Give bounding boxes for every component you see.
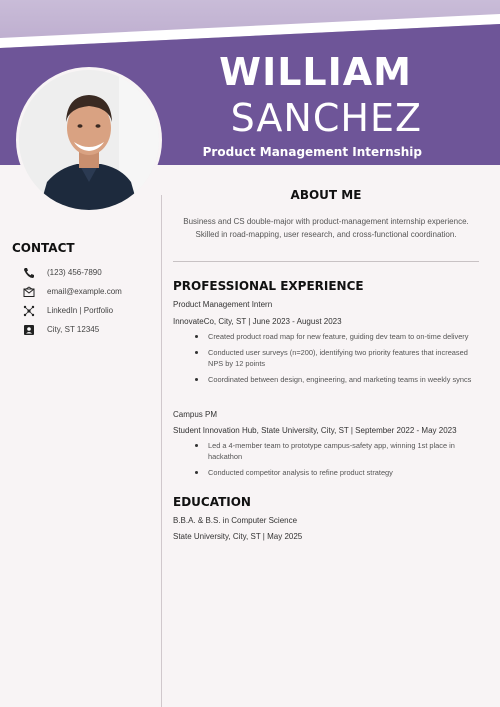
- phone-text[interactable]: (123) 456-7890: [47, 268, 102, 277]
- job-bullets: [173, 331, 479, 390]
- school: State University, City, ST | May 2025: [173, 532, 303, 541]
- profile-photo: [16, 67, 162, 213]
- job-bullets: [173, 440, 479, 483]
- email-text[interactable]: email@example.com: [47, 287, 122, 296]
- linkedin-text[interactable]: LinkedIn | Portfolio: [47, 306, 114, 315]
- location-text: City, ST 12345: [47, 325, 100, 334]
- column-divider: [161, 195, 162, 707]
- about-text: Business and CS double-major with product-management internship experience. Skilled in road-mapping, user research, and cross-functional coordination.: [183, 217, 469, 239]
- bullet-item: Conducted user surveys (n=200), identifying two priority features that increased NPS by 12 points: [173, 347, 479, 369]
- first-name: WILLIAM: [219, 50, 412, 94]
- bullet-item: Conducted competitor analysis to refine product strategy: [173, 467, 479, 478]
- contact-heading: CONTACT: [12, 241, 75, 255]
- job-title: Campus PM: [173, 410, 218, 419]
- phone-icon: [22, 266, 35, 279]
- linkedin-icon: [22, 304, 35, 317]
- job-org: Student Innovation Hub, State University, City, ST | September 2022 - May 2023: [173, 426, 457, 435]
- contact-location: [22, 320, 122, 339]
- location-icon: [22, 323, 35, 336]
- email-icon: [22, 285, 35, 298]
- job-org: InnovateCo, City, ST | June 2023 - August 2023: [173, 317, 342, 326]
- contact-phone: [22, 263, 122, 282]
- degree: B.B.A. & B.S. in Computer Science: [173, 516, 298, 525]
- contact-linkedin: [22, 301, 122, 320]
- role-title: Product Management Internship: [202, 145, 422, 159]
- contact-email: [22, 282, 122, 301]
- bullet-item: Coordinated between design, engineering, and marketing teams in weekly syncs: [173, 374, 479, 385]
- about-heading: ABOUT ME: [290, 188, 362, 202]
- contact-list: [22, 263, 122, 339]
- last-name: SANCHEZ: [230, 96, 422, 140]
- job-title: Product Management Intern: [173, 300, 273, 309]
- experience-heading: PROFESSIONAL EXPERIENCE: [173, 279, 364, 293]
- about-divider: [173, 261, 479, 262]
- portrait-image: [19, 70, 159, 210]
- bullet-item: Led a 4-member team to prototype campus-safety app, winning 1st place in hackathon: [173, 440, 479, 462]
- bullet-item: Created product road map for new feature, guiding dev team to on-time delivery: [173, 331, 479, 342]
- education-heading: EDUCATION: [173, 495, 251, 509]
